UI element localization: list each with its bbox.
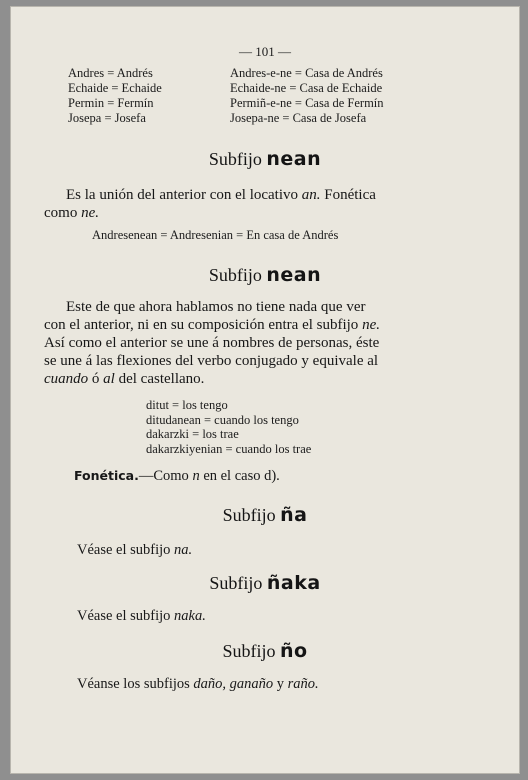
name-pair: Andres-e-ne = Casa de Andrés [230, 66, 383, 80]
example-line: ditudanean = cuando los tengo [146, 412, 299, 427]
book-page [10, 6, 520, 774]
suffix-term: ña [280, 504, 308, 526]
fonetica-note: Fonética.—Como n en el caso d). [74, 468, 280, 484]
suffix-term: nean [266, 264, 322, 286]
section-heading: Subfijo nean [208, 264, 322, 286]
suffix-term: ñaka [266, 572, 321, 594]
paragraph: Es la unión del anterior con el locativo an. Fonética como ne. [44, 187, 376, 221]
example-line: ditut = los tengo [146, 398, 228, 412]
name-pair: Permiñ-e-ne = Casa de Fermín [230, 96, 384, 110]
example-list [146, 398, 311, 456]
name-pair: Josepa = Josefa [68, 111, 146, 125]
paragraph: Este de que ahora hablamos no tiene nada que ver con el anterior, ni en su composición entra el subfijo ne. Así como el anterior se une á nombres de personas, éste se une á las flexiones del verbo conjugado y equivale al cuando ó al del castellano. [44, 299, 380, 387]
example-line: dakarzki = los trae [146, 427, 239, 441]
name-list-right [230, 66, 384, 126]
name-pair: Echaide-ne = Casa de Echaide [230, 81, 383, 95]
section-heading: Subfijo ño [222, 640, 308, 662]
name-pair: Andres = Andrés [68, 66, 153, 80]
name-pair: Permin = Fermín [68, 96, 154, 110]
paragraph: Véase el subfijo na. [77, 542, 193, 558]
example-line: Andresenean = Andresenian = En casa de Andrés [92, 228, 339, 242]
section-heading: Subfijo nean [208, 148, 322, 170]
paragraph: Véanse los subfijos daño, ganaño y raño. [77, 676, 319, 692]
section-heading: Subfijo ña [222, 504, 308, 526]
name-list-left [68, 66, 162, 126]
example-line: dakarzkiyenian = cuando los trae [146, 441, 312, 456]
name-pair: Josepa-ne = Casa de Josefa [230, 111, 367, 125]
paragraph: Véase el subfijo naka. [77, 608, 206, 624]
name-pair: Echaide = Echaide [68, 81, 162, 95]
fonetica-label: Fonética. [74, 468, 139, 483]
page-number: — 101 — [239, 44, 291, 59]
suffix-term: ño [279, 640, 308, 662]
suffix-term: nean [266, 148, 322, 170]
section-heading: Subfijo ñaka [209, 572, 321, 594]
